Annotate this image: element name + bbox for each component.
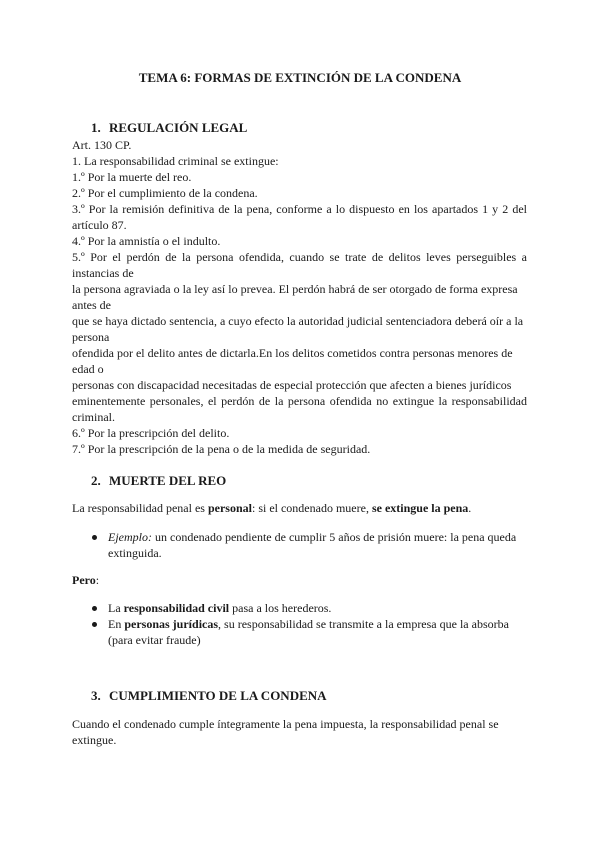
bullet-icon xyxy=(92,622,97,627)
s2-pero: Pero: xyxy=(72,573,100,587)
section-2-number: 2. xyxy=(91,473,101,488)
section-1-number: 1. xyxy=(91,120,101,135)
s3-paragraph: Cuando el condenado cumple íntegramente la pena impuesta, la responsabilidad penal se xyxy=(72,717,499,731)
s1-line: Art. 130 CP. xyxy=(72,138,132,152)
section-3-number: 3. xyxy=(91,688,101,703)
section-3-heading: CUMPLIMIENTO DE LA CONDENA xyxy=(109,688,327,703)
s1-line: 3.º Por la remisión definitiva de la pena, conforme a lo dispuesto en los apartados 1 y 2 del xyxy=(72,202,527,216)
s2-example: Ejemplo: un condenado pendiente de cumplir 5 años de prisión muere: la pena queda xyxy=(108,530,517,544)
s1-line: 1. La responsabilidad criminal se extingue: xyxy=(72,154,279,168)
s1-line: 7.º Por la prescripción de la pena o de la medida de seguridad. xyxy=(72,442,371,456)
s2-bullet-2-cont: (para evitar fraude) xyxy=(108,633,201,647)
s1-line: artículo 87. xyxy=(72,218,127,232)
s3-paragraph-cont: extingue. xyxy=(72,733,117,747)
section-2-heading: MUERTE DEL REO xyxy=(109,473,227,488)
s1-line: edad o xyxy=(72,362,104,376)
s1-line: 2.º Por el cumplimiento de la condena. xyxy=(72,186,258,200)
s1-line: ofendida por el delito antes de dictarla.En los delitos cometidos contra personas menores de xyxy=(72,346,513,360)
s1-line: que se haya dictado sentencia, a cuyo efecto la autoridad judicial sentenciadora deberá oír a la xyxy=(72,314,524,328)
s1-line: 1.º Por la muerte del reo. xyxy=(72,170,192,184)
s2-bullet-2: En personas jurídicas, su responsabilidad se transmite a la empresa que la absorba xyxy=(108,617,509,631)
s1-line: 5.º Por el perdón de la persona ofendida, cuando se trate de delitos leves perseguibles a xyxy=(72,250,527,264)
s2-example-cont: extinguida. xyxy=(108,546,162,560)
bullet-icon xyxy=(92,535,97,540)
document-title: TEMA 6: FORMAS DE EXTINCIÓN DE LA CONDENA xyxy=(138,70,462,85)
s1-line: antes de xyxy=(72,298,111,312)
section-1-heading: REGULACIÓN LEGAL xyxy=(109,120,248,135)
s1-line: personas con discapacidad necesitadas de especial protección que afecten a bienes jurídicos xyxy=(72,378,512,392)
s1-line: criminal. xyxy=(72,410,115,424)
s1-line: la persona agraviada o la ley así lo prevea. El perdón habrá de ser otorgado de forma expresa xyxy=(72,282,518,296)
s1-line: persona xyxy=(72,330,110,344)
s1-line: eminentemente personales, el perdón de la persona ofendida no extingue la responsabilidad xyxy=(72,394,527,408)
s1-line: 6.º Por la prescripción del delito. xyxy=(72,426,230,440)
bullet-icon xyxy=(92,606,97,611)
s2-paragraph: La responsabilidad penal es personal: si el condenado muere, se extingue la pena. xyxy=(72,501,472,515)
s2-bullet-1: La responsabilidad civil pasa a los herederos. xyxy=(108,601,332,615)
s1-line: instancias de xyxy=(72,266,134,280)
s1-line: 4.º Por la amnistía o el indulto. xyxy=(72,234,221,248)
